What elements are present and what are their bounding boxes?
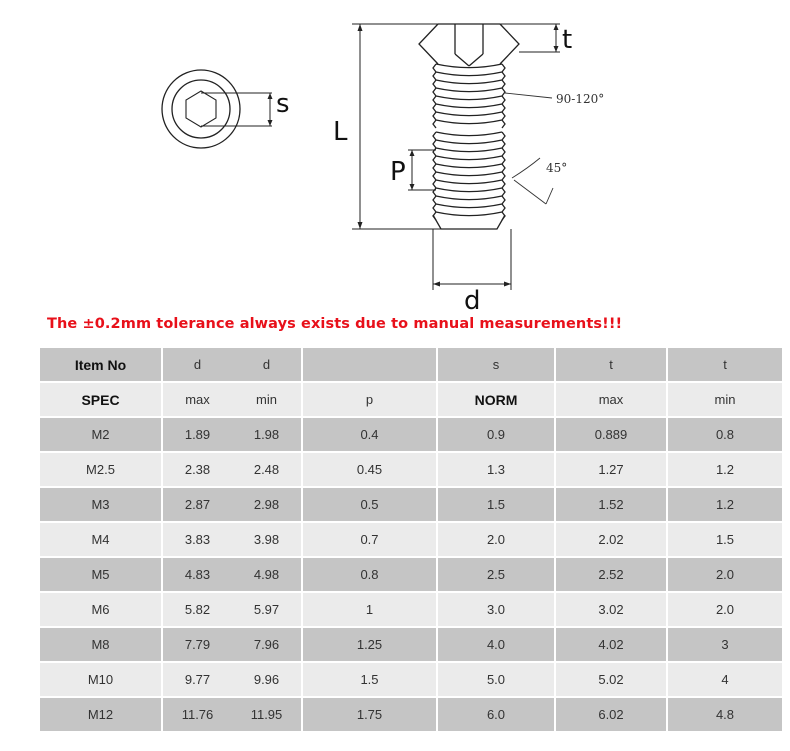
table-cell: SPEC [40,382,162,417]
tolerance-notice: The ±0.2mm tolerance always exists due to manual measurements!!! [47,316,623,332]
P-dimension [408,150,436,190]
thread-crest [433,72,505,80]
table-cell: 1.2 [667,487,782,522]
s-label: s [276,89,290,119]
table-cell: 3.02 [555,592,667,627]
table-cell: 1.75 [302,697,437,732]
table-row [40,592,782,627]
table-row [40,417,782,452]
table-cell: 0.45 [302,452,437,487]
table-cell: max [162,382,232,417]
thread-crest [433,96,505,104]
thread-crest [433,140,505,148]
thread-crest [433,156,505,164]
table-cell: M5 [40,557,162,592]
table-cell: 7.79 [162,627,232,662]
end-view [162,70,273,148]
table-cell: 0.9 [437,417,555,452]
table-cell: s [437,348,555,382]
table-cell: 1.98 [232,417,302,452]
P-label: P [390,157,406,187]
table-row [40,557,782,592]
table-cell: 0.8 [302,557,437,592]
thread-crest [433,164,505,172]
table-cell: 2.52 [555,557,667,592]
table-cell: min [667,382,782,417]
table-cell: t [667,348,782,382]
table-cell: Item No [40,348,162,382]
table-cell: M6 [40,592,162,627]
table-row [40,697,782,732]
thread-crest [433,104,505,112]
thread-crest [433,188,505,196]
table-cell: 5.0 [437,662,555,697]
table-cell: 1 [302,592,437,627]
table-cell: 4.83 [162,557,232,592]
table-cell: min [232,382,302,417]
table-cell: 2.48 [232,452,302,487]
table-cell: 1.52 [555,487,667,522]
table-cell: 0.8 [667,417,782,452]
table-cell: 5.02 [555,662,667,697]
angle-annotation-head [505,93,552,98]
table-cell: 1.5 [667,522,782,557]
thread-crest [433,196,505,204]
table-cell: 3 [667,627,782,662]
table-cell: 2.0 [667,557,782,592]
table-cell: 6.02 [555,697,667,732]
table-cell: 2.0 [437,522,555,557]
thread-crest [433,88,505,96]
table-cell: M2 [40,417,162,452]
table-cell: 1.25 [302,627,437,662]
table-cell: 1.27 [555,452,667,487]
table-cell: 3.98 [232,522,302,557]
table-cell: 11.76 [162,697,232,732]
table-cell: 1.5 [437,487,555,522]
table-cell: 11.95 [232,697,302,732]
thread-crest [433,204,505,212]
d-dimension [433,229,511,290]
table-cell: 2.5 [437,557,555,592]
thread-crest [433,120,505,128]
table-cell: 5.97 [232,592,302,627]
table-cell: 1.3 [437,452,555,487]
table-cell: 4.02 [555,627,667,662]
table-cell: 0.889 [555,417,667,452]
table-cell: 4.0 [437,627,555,662]
tip-angle-label: 45° [546,161,568,175]
L-label: L [333,117,348,147]
table-cell: 3.0 [437,592,555,627]
screw-side-view [419,24,519,229]
table-cell: M12 [40,697,162,732]
L-dimension [352,24,441,229]
table-cell: 2.38 [162,452,232,487]
table-cell: 2.0 [667,592,782,627]
table-row [40,487,782,522]
table-cell: 0.4 [302,417,437,452]
d-label: d [464,286,481,310]
table-cell: 1.89 [162,417,232,452]
screw-diagram [0,0,790,310]
table-cell: d [232,348,302,382]
thread-crest [433,132,505,140]
table-row [40,382,782,417]
table-row [40,627,782,662]
table-cell: 2.98 [232,487,302,522]
table-cell: d [162,348,232,382]
table-cell: NORM [437,382,555,417]
thread-crest [433,212,505,220]
table-cell: M4 [40,522,162,557]
thread-crest [433,148,505,156]
table-cell: M8 [40,627,162,662]
table-row [40,452,782,487]
head-angle-label: 90-120° [556,92,605,106]
table-cell: 5.82 [162,592,232,627]
thread-crest [433,180,505,188]
table-cell: max [555,382,667,417]
thread-crest [433,80,505,88]
table-cell: M3 [40,487,162,522]
table-cell: 4 [667,662,782,697]
table-cell: 7.96 [232,627,302,662]
table-cell: 2.87 [162,487,232,522]
thread-crest [433,112,505,120]
t-dimension [500,24,560,52]
table-cell: M10 [40,662,162,697]
table-row [40,522,782,557]
table-cell: 9.96 [232,662,302,697]
table-cell: 9.77 [162,662,232,697]
table-cell: 0.5 [302,487,437,522]
thread-crest [433,172,505,180]
table-cell: 3.83 [162,522,232,557]
table-cell: M2.5 [40,452,162,487]
table-row [40,348,782,382]
table-cell: 1.5 [302,662,437,697]
table-cell: 4.98 [232,557,302,592]
table-cell: 0.7 [302,522,437,557]
table-cell: t [555,348,667,382]
table-cell [302,348,437,382]
table-cell: 2.02 [555,522,667,557]
table-cell: p [302,382,437,417]
table-cell: 6.0 [437,697,555,732]
table-cell: 4.8 [667,697,782,732]
t-label: t [562,25,573,55]
table-row [40,662,782,697]
table-cell: 1.2 [667,452,782,487]
spec-table [40,348,782,733]
